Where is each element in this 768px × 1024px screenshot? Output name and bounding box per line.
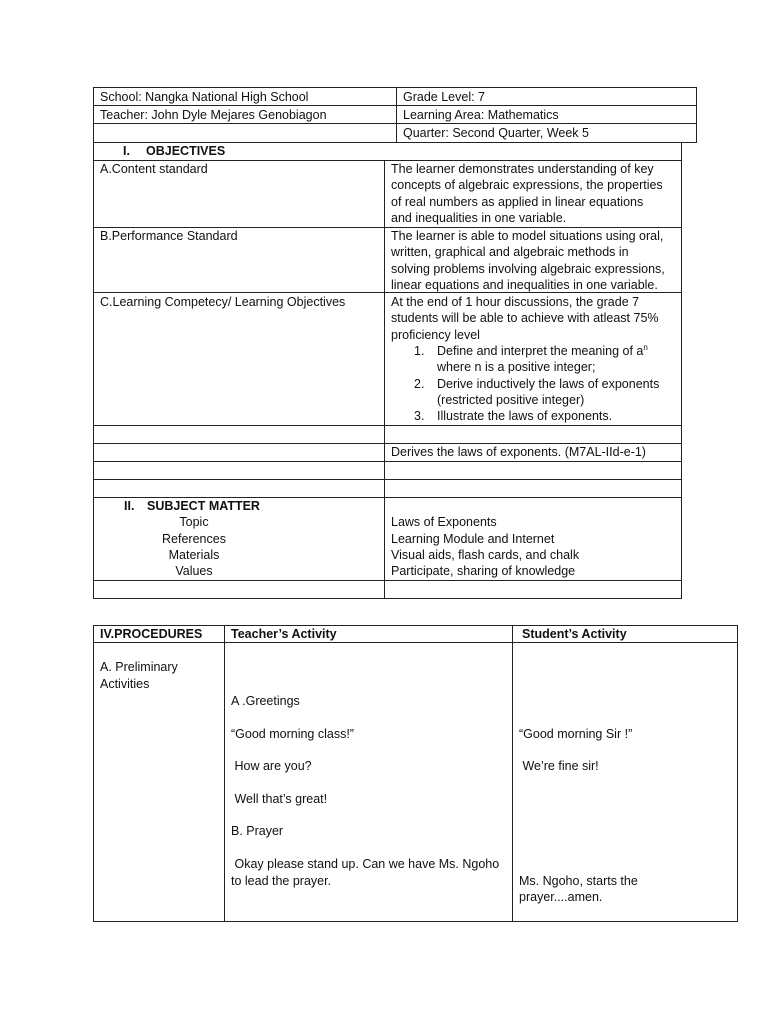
- subject-matter-heading: SUBJECT MATTER: [147, 499, 260, 513]
- subject-matter-label-cell: [93, 497, 385, 581]
- teacher-line: “Good morning class!”: [231, 727, 354, 741]
- blank-cell: [93, 580, 385, 599]
- content-standard-value-cell: [384, 160, 682, 228]
- section-label: Activities: [100, 677, 150, 691]
- teacher-activity-header: Teacher’s Activity: [231, 627, 337, 641]
- learning-area-cell: [396, 105, 697, 124]
- list-item: Illustrate the laws of exponents.: [437, 409, 613, 424]
- subject-matter-heading-num: II.: [124, 499, 135, 513]
- content-standard-label: A.Content standard: [100, 162, 208, 176]
- list-number: 2.: [414, 376, 425, 391]
- subject-label: Materials: [168, 547, 220, 562]
- blank-cell: [384, 461, 682, 480]
- section-label: A. Preliminary: [100, 660, 178, 674]
- list-number: 3.: [414, 409, 425, 424]
- teacher-line: Well that’s great!: [231, 792, 328, 806]
- subject-label: Topic: [179, 515, 209, 530]
- list-item-continued: (restricted positive integer): [437, 392, 585, 407]
- list-number: 1.: [414, 344, 425, 358]
- competency-code-cell: [384, 443, 682, 462]
- competency-value-cell: [384, 292, 682, 426]
- procedures-header-cell: [93, 625, 225, 643]
- grade-cell: [396, 87, 697, 106]
- procedures-header: IV.PROCEDURES: [100, 627, 203, 641]
- greetings-label: A .Greetings: [231, 694, 300, 708]
- student-line: We’re fine sir!: [519, 759, 599, 773]
- school-text: School: Nangka National High School: [100, 90, 309, 104]
- subject-label: References: [162, 531, 226, 546]
- teacher-text: Teacher: John Dyle Mejares Genobiagon: [100, 108, 327, 122]
- performance-line: The learner is able to model situations using oral,: [391, 229, 664, 243]
- student-line: prayer....amen.: [519, 890, 603, 904]
- subject-value: Participate, sharing of knowledge: [391, 564, 576, 579]
- objectives-heading: OBJECTIVES: [146, 144, 226, 158]
- competency-label-cell: [93, 292, 385, 426]
- list-item: Define and interpret the meaning of $a^n$: [437, 342, 648, 358]
- learning-area-text: Learning Area: Mathematics: [403, 108, 559, 122]
- performance-line: written, graphical and algebraic methods in: [391, 245, 629, 260]
- performance-standard-label-cell: [93, 227, 385, 293]
- performance-standard-label: B.Performance Standard: [100, 229, 238, 243]
- teacher-cell: [93, 105, 397, 124]
- performance-line: solving problems involving algebraic expressions,: [391, 261, 665, 276]
- grade-text: Grade Level: 7: [403, 90, 485, 104]
- performance-line: linear equations and inequalities in one variable.: [391, 277, 658, 292]
- subject-value: Laws of Exponents: [391, 515, 497, 530]
- list-item: Derive inductively the laws of exponents: [437, 376, 660, 391]
- school-cell: [93, 87, 397, 106]
- teacher-line: to lead the prayer.: [231, 874, 332, 888]
- blank-cell: [93, 443, 385, 462]
- quarter-text: Quarter: Second Quarter, Week 5: [403, 126, 589, 140]
- competency-intro-line: students will be able to achieve with atleast 75%: [391, 311, 659, 326]
- content-standard-label-cell: [93, 160, 385, 228]
- competency-code: Derives the laws of exponents. (M7AL-IId-e-1): [391, 445, 646, 459]
- blank-cell: [384, 580, 682, 599]
- subject-matter-value-cell: [384, 497, 682, 581]
- teacher-line: Okay please stand up. Can we have Ms. Ngoho: [231, 857, 500, 871]
- content-line: The learner demonstrates understanding of key: [391, 162, 654, 176]
- subject-label: Values: [175, 564, 213, 579]
- competency-label: C.Learning Competecy/ Learning Objectives: [100, 295, 346, 309]
- competency-intro-line: proficiency level: [391, 327, 480, 342]
- objectives-heading-num: I.: [123, 144, 130, 158]
- subject-value: Learning Module and Internet: [391, 531, 555, 546]
- superscript-n: n: [643, 342, 648, 352]
- student-activity-header: Student’s Activity: [522, 627, 627, 641]
- procedure-section-cell: [93, 642, 225, 922]
- blank-cell: [93, 479, 385, 498]
- blank-cell: [93, 123, 397, 143]
- competency-intro-line: At the end of 1 hour discussions, the grade 7: [391, 295, 640, 309]
- list-item-continued: where n is a positive integer;: [437, 360, 596, 375]
- student-activity-cell: [512, 642, 738, 922]
- blank-cell: [384, 479, 682, 498]
- prayer-label: B. Prayer: [231, 824, 284, 838]
- teacher-line: How are you?: [231, 759, 312, 773]
- quarter-cell: [396, 123, 697, 143]
- student-line: Ms. Ngoho, starts the: [519, 874, 638, 888]
- content-line: concepts of algebraic expressions, the properties: [391, 178, 663, 193]
- subject-value: Visual aids, flash cards, and chalk: [391, 547, 580, 562]
- student-line: “Good morning Sir !”: [519, 727, 633, 741]
- objectives-heading-row: [93, 142, 682, 161]
- blank-cell: [93, 425, 385, 444]
- teacher-activity-cell: [224, 642, 513, 922]
- student-header-cell: [512, 625, 738, 643]
- content-line: and inequalities in one variable.: [391, 210, 567, 225]
- teacher-header-cell: [224, 625, 513, 643]
- content-line: of real numbers as applied in linear equations: [391, 194, 644, 209]
- performance-standard-value-cell: [384, 227, 682, 293]
- blank-cell: [93, 461, 385, 480]
- blank-cell: [384, 425, 682, 444]
